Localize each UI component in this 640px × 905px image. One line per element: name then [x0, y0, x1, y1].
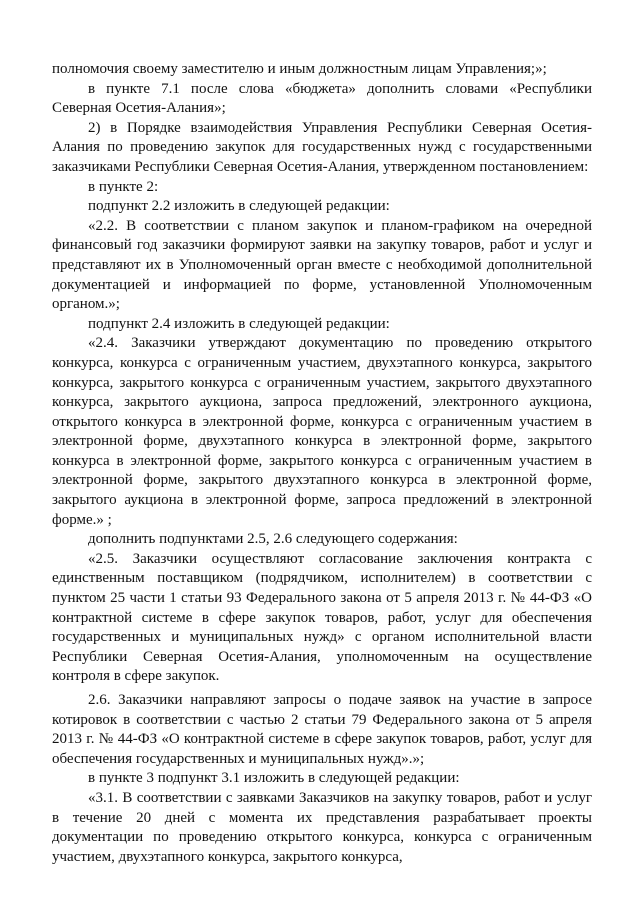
paragraph-5: подпункт 2.2 изложить в следующей редакции:: [88, 198, 390, 215]
paragraph-10: «2.5. Заказчики осуществляют согласование заключения контракта с единственным поставщиком (подрядчиком, исполнителем) в соответствии с пунктом 25 части 1 статьи 93 Федерального закона от 5 апреля 2013 г. № 44-ФЗ «О контрактной системе в сфере закупок товаров, работ, услуг для обеспечения государственных и муниципальных нужд» с органом исполнительной власти Республики Северная Осетия-Алания, уполномоченным на осуществление контроля в сфере закупок.: [52, 550, 592, 685]
paragraph-2: в пункте 7.1 после слова «бюджета» дополнить словами «Республики Северная Осетия-Алания»;: [52, 80, 592, 117]
document-page: [52, 60, 592, 867]
paragraph-9: дополнить подпунктами 2.5, 2.6 следующего содержания:: [88, 531, 458, 548]
paragraph-13: «3.1. В соответствии с заявками Заказчиков на закупку товаров, работ и услуг в течение 20 дней с момента их представления разрабатывает проекты документации по проведению открытого конкурса, конкурса с ограниченным участием, двухэтапного конкурса, закрытого конкурса,: [52, 789, 592, 865]
paragraph-6: «2.2. В соответствии с планом закупок и планом-графиком на очередной финансовый год заказчики формируют заявки на закупку товаров, работ и услуг и представляют их в Уполномоченный орган вместе с необходимой дополнительной документацией и информацией по форме, установленной Уполномоченным органом.»;: [52, 217, 592, 313]
paragraph-7: подпункт 2.4 изложить в следующей редакции:: [88, 315, 390, 332]
paragraph-3: 2) в Порядке взаимодействия Управления Республики Северная Осетия-Алания по проведению закупок для государственных нужд с государственными заказчиками Республики Северная Осетия-Алания, утвержденном постановлением:: [52, 119, 592, 175]
paragraph-12: в пункте 3 подпункт 3.1 изложить в следующей редакции:: [88, 770, 460, 787]
paragraph-1: полномочия своему заместителю и иным должностным лицам Управления;»;: [52, 61, 547, 77]
paragraph-8: «2.4. Заказчики утверждают документацию по проведению открытого конкурса, конкурса с ограниченным участием, двухэтапного конкурса, закрытого конкурса, закрытого конкурса с ограниченным участием, закрытого двухэтапного конкурса, закрытого аукциона, запроса предложений, электронного аукциона, открытого конкурса в электронной форме, конкурса с ограниченным участием в электронной форме, двухэтапного конкурса в электронной форме, закрытого конкурса в электронной форме, закрытого конкурса с ограниченным участием в электронной форме, закрытого двухэтапного конкурса в электронной форме, закрытого аукциона в электронной форме, запроса предложений в электронной форме.» ;: [52, 335, 592, 528]
paragraph-4: в пункте 2:: [88, 178, 159, 195]
paragraph-11: 2.6. Заказчики направляют запросы о подаче заявок на участие в запросе котировок в соответствии с частью 2 статьи 79 Федерального закона от 5 апреля 2013 г. № 44-ФЗ «О контрактной системе в сфере закупок товаров, работ, услуг для обеспечения государственных и муниципальных нужд».»;: [52, 692, 592, 767]
